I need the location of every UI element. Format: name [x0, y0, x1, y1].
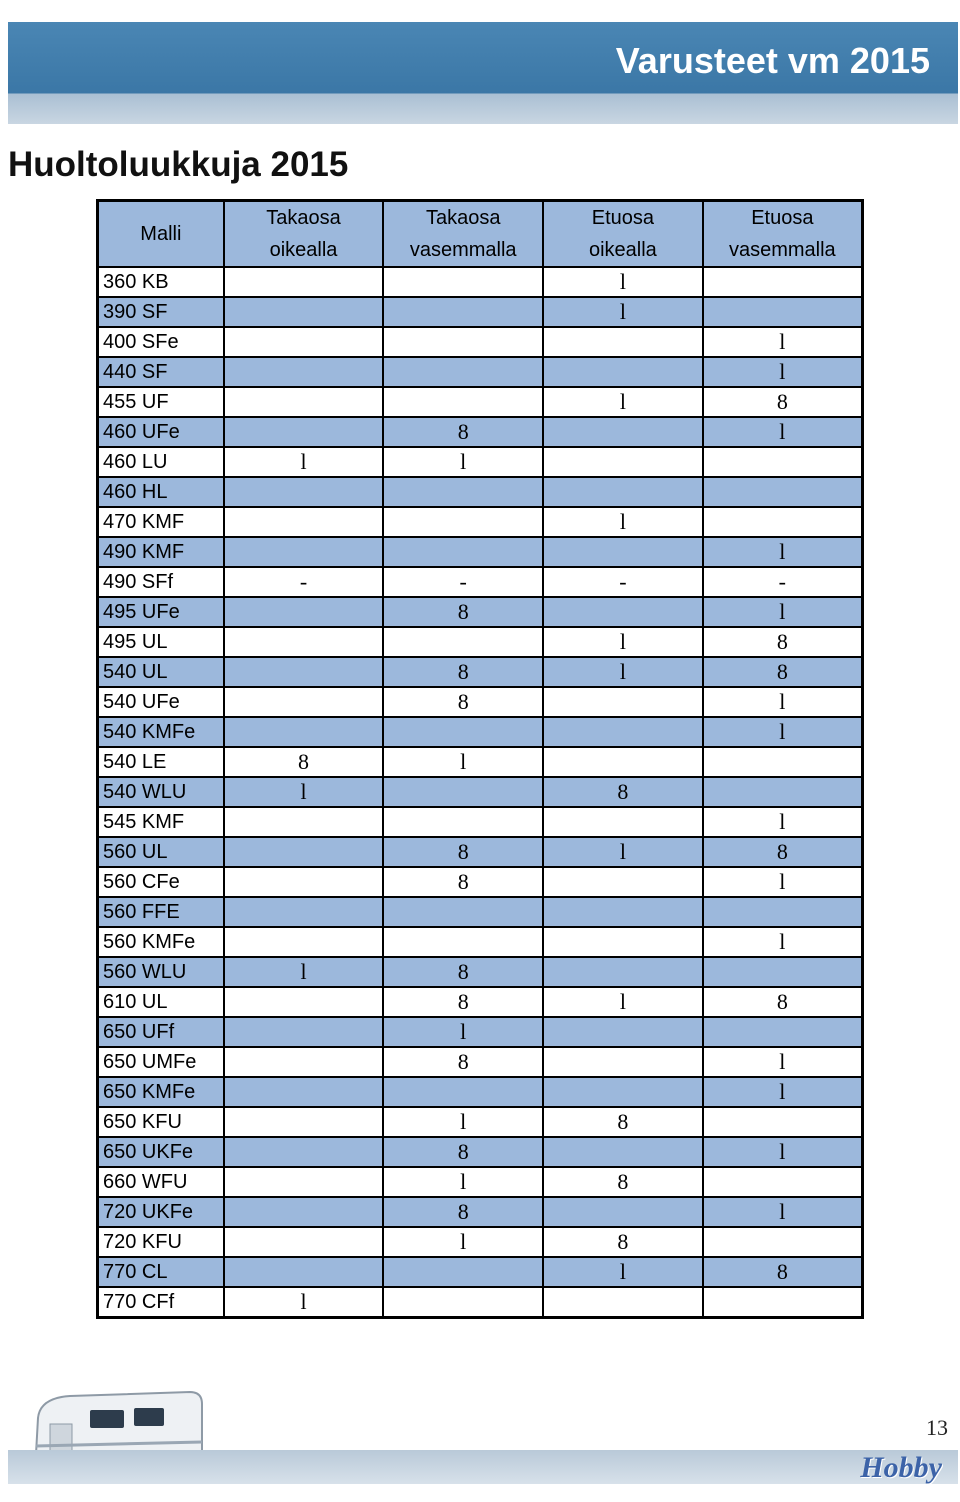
value-cell: 8: [703, 387, 863, 417]
table-row: [98, 447, 863, 477]
value-cell: [543, 447, 703, 477]
value-cell: l: [224, 1287, 384, 1318]
model-cell: 495 UFe: [98, 597, 224, 627]
value-cell: [224, 357, 384, 387]
value-cell: [543, 807, 703, 837]
value-cell: l: [543, 507, 703, 537]
value-cell: [703, 957, 863, 987]
value-cell: [703, 747, 863, 777]
model-cell: 540 WLU: [98, 777, 224, 807]
value-cell: 8: [383, 867, 543, 897]
value-cell: [543, 357, 703, 387]
value-cell: [543, 1017, 703, 1047]
value-cell: 8: [383, 987, 543, 1017]
table-header-row: [98, 201, 863, 268]
value-cell: [224, 837, 384, 867]
value-cell: [703, 507, 863, 537]
column-header-front-left: Etuosa vasemmalla: [703, 201, 863, 268]
value-cell: [703, 1227, 863, 1257]
value-cell: l: [703, 537, 863, 567]
value-cell: [543, 417, 703, 447]
value-cell: [224, 1107, 384, 1137]
value-cell: [224, 897, 384, 927]
value-cell: [224, 1077, 384, 1107]
brand-logo: Hobby: [860, 1451, 942, 1484]
table-row: [98, 1137, 863, 1167]
value-cell: l: [703, 927, 863, 957]
column-header-rear-left: Takaosa vasemmalla: [383, 201, 543, 268]
model-cell: 560 CFe: [98, 867, 224, 897]
model-cell: 650 UMFe: [98, 1047, 224, 1077]
value-cell: [543, 537, 703, 567]
value-cell: 8: [543, 1167, 703, 1197]
value-cell: 8: [543, 1227, 703, 1257]
value-cell: [224, 1167, 384, 1197]
value-cell: [543, 1047, 703, 1077]
value-cell: [224, 477, 384, 507]
value-cell: l: [543, 1257, 703, 1287]
model-cell: 540 LE: [98, 747, 224, 777]
value-cell: l: [703, 807, 863, 837]
model-cell: 460 UFe: [98, 417, 224, 447]
value-cell: [703, 1017, 863, 1047]
model-cell: 545 KMF: [98, 807, 224, 837]
model-cell: 610 UL: [98, 987, 224, 1017]
value-cell: [383, 1077, 543, 1107]
model-cell: 560 KMFe: [98, 927, 224, 957]
value-cell: l: [703, 597, 863, 627]
value-cell: l: [703, 417, 863, 447]
model-cell: 560 WLU: [98, 957, 224, 987]
header-band: [8, 22, 958, 124]
header-title: Varusteet vm 2015: [615, 40, 930, 81]
value-cell: 8: [383, 1047, 543, 1077]
table-row: [98, 507, 863, 537]
value-cell: [383, 387, 543, 417]
value-cell: [224, 1197, 384, 1227]
value-cell: [383, 717, 543, 747]
table-row: [98, 657, 863, 687]
value-cell: l: [383, 1107, 543, 1137]
value-cell: -: [224, 567, 384, 597]
table-row: [98, 1287, 863, 1318]
value-cell: [224, 717, 384, 747]
value-cell: l: [703, 1197, 863, 1227]
value-cell: 8: [383, 417, 543, 447]
column-header-front-right: Etuosa oikealla: [543, 201, 703, 268]
table-row: [98, 387, 863, 417]
value-cell: [703, 1167, 863, 1197]
table-row: [98, 1257, 863, 1287]
value-cell: [383, 507, 543, 537]
value-cell: 8: [383, 1197, 543, 1227]
model-cell: 460 HL: [98, 477, 224, 507]
value-cell: [543, 867, 703, 897]
value-cell: [224, 807, 384, 837]
value-cell: [543, 747, 703, 777]
column-header-model: Malli: [98, 201, 224, 268]
model-cell: 360 KB: [98, 267, 224, 297]
value-cell: l: [383, 1167, 543, 1197]
value-cell: [383, 897, 543, 927]
value-cell: l: [383, 1017, 543, 1047]
model-cell: 540 KMFe: [98, 717, 224, 747]
value-cell: l: [703, 687, 863, 717]
value-cell: [543, 957, 703, 987]
value-cell: [703, 447, 863, 477]
value-cell: [543, 927, 703, 957]
table-row: [98, 1197, 863, 1227]
value-cell: [224, 927, 384, 957]
table-row: [98, 1107, 863, 1137]
value-cell: l: [543, 387, 703, 417]
value-cell: -: [703, 567, 863, 597]
page-number: 13: [926, 1415, 948, 1440]
table-row: [98, 537, 863, 567]
value-cell: [383, 927, 543, 957]
value-cell: [703, 897, 863, 927]
table-row: [98, 717, 863, 747]
table-row: [98, 1017, 863, 1047]
value-cell: 8: [703, 657, 863, 687]
value-cell: [543, 327, 703, 357]
value-cell: -: [383, 567, 543, 597]
value-cell: [383, 477, 543, 507]
value-cell: [224, 1257, 384, 1287]
value-cell: l: [703, 717, 863, 747]
value-cell: [224, 417, 384, 447]
value-cell: l: [383, 747, 543, 777]
table-row: [98, 597, 863, 627]
value-cell: [703, 1107, 863, 1137]
value-cell: l: [543, 267, 703, 297]
value-cell: [224, 987, 384, 1017]
value-cell: [543, 897, 703, 927]
table-row: [98, 267, 863, 297]
value-cell: [224, 657, 384, 687]
table-row: [98, 477, 863, 507]
value-cell: 8: [703, 987, 863, 1017]
value-cell: [543, 1137, 703, 1167]
model-cell: 770 CFf: [98, 1287, 224, 1318]
model-cell: 440 SF: [98, 357, 224, 387]
value-cell: [383, 327, 543, 357]
value-cell: l: [383, 1227, 543, 1257]
value-cell: l: [543, 987, 703, 1017]
equipment-table: [96, 199, 864, 1319]
table-row: [98, 897, 863, 927]
value-cell: [543, 687, 703, 717]
value-cell: [224, 867, 384, 897]
value-cell: -: [543, 567, 703, 597]
value-cell: [224, 297, 384, 327]
value-cell: [224, 387, 384, 417]
value-cell: [224, 687, 384, 717]
value-cell: l: [703, 867, 863, 897]
value-cell: l: [703, 1047, 863, 1077]
footer-band: [8, 1450, 958, 1484]
value-cell: [383, 807, 543, 837]
value-cell: [224, 507, 384, 537]
model-cell: 650 KMFe: [98, 1077, 224, 1107]
table-row: [98, 297, 863, 327]
table-row: [98, 357, 863, 387]
value-cell: 8: [383, 657, 543, 687]
value-cell: l: [383, 447, 543, 477]
table-row: [98, 417, 863, 447]
value-cell: 8: [543, 777, 703, 807]
value-cell: 8: [224, 747, 384, 777]
value-cell: [703, 1287, 863, 1318]
model-cell: 540 UL: [98, 657, 224, 687]
table-row: [98, 957, 863, 987]
value-cell: 8: [383, 1137, 543, 1167]
column-header-rear-right: Takaosa oikealla: [224, 201, 384, 268]
value-cell: 8: [703, 837, 863, 867]
table-row: [98, 927, 863, 957]
table-row: [98, 837, 863, 867]
model-cell: 400 SFe: [98, 327, 224, 357]
model-cell: 560 FFE: [98, 897, 224, 927]
model-cell: 460 LU: [98, 447, 224, 477]
value-cell: l: [703, 1137, 863, 1167]
value-cell: l: [703, 357, 863, 387]
table-row: [98, 1167, 863, 1197]
value-cell: [543, 477, 703, 507]
table-row: [98, 327, 863, 357]
value-cell: l: [224, 447, 384, 477]
value-cell: [703, 777, 863, 807]
table-row: [98, 627, 863, 657]
model-cell: 490 SFf: [98, 567, 224, 597]
table-row: [98, 567, 863, 597]
value-cell: 8: [383, 957, 543, 987]
value-cell: 8: [703, 1257, 863, 1287]
value-cell: [383, 1257, 543, 1287]
model-cell: 495 UL: [98, 627, 224, 657]
value-cell: l: [543, 657, 703, 687]
value-cell: [543, 1287, 703, 1318]
table-row: [98, 987, 863, 1017]
table-row: [98, 1047, 863, 1077]
value-cell: [224, 537, 384, 567]
page-title: Huoltoluukkuja 2015: [8, 145, 349, 184]
table-row: [98, 687, 863, 717]
value-cell: [224, 1227, 384, 1257]
value-cell: [383, 537, 543, 567]
value-cell: [543, 1197, 703, 1227]
value-cell: [224, 327, 384, 357]
value-cell: l: [543, 837, 703, 867]
model-cell: 560 UL: [98, 837, 224, 867]
table-row: [98, 777, 863, 807]
model-cell: 540 UFe: [98, 687, 224, 717]
value-cell: l: [224, 777, 384, 807]
value-cell: l: [543, 627, 703, 657]
value-cell: [703, 267, 863, 297]
value-cell: [383, 357, 543, 387]
value-cell: 8: [383, 687, 543, 717]
value-cell: [703, 297, 863, 327]
value-cell: [543, 1077, 703, 1107]
value-cell: 8: [543, 1107, 703, 1137]
model-cell: 455 UF: [98, 387, 224, 417]
value-cell: l: [703, 327, 863, 357]
value-cell: [543, 597, 703, 627]
value-cell: [224, 627, 384, 657]
value-cell: [543, 717, 703, 747]
model-cell: 660 WFU: [98, 1167, 224, 1197]
model-cell: 470 KMF: [98, 507, 224, 537]
value-cell: l: [543, 297, 703, 327]
table-row: [98, 1227, 863, 1257]
value-cell: [383, 297, 543, 327]
table-row: [98, 747, 863, 777]
value-cell: [383, 627, 543, 657]
model-cell: 770 CL: [98, 1257, 224, 1287]
value-cell: 8: [383, 597, 543, 627]
value-cell: l: [703, 1077, 863, 1107]
value-cell: 8: [383, 837, 543, 867]
value-cell: [383, 777, 543, 807]
table-row: [98, 867, 863, 897]
value-cell: [224, 1017, 384, 1047]
value-cell: 8: [703, 627, 863, 657]
value-cell: [224, 1137, 384, 1167]
model-cell: 720 UKFe: [98, 1197, 224, 1227]
value-cell: [224, 1047, 384, 1077]
value-cell: [224, 597, 384, 627]
value-cell: l: [224, 957, 384, 987]
model-cell: 650 KFU: [98, 1107, 224, 1137]
model-cell: 720 KFU: [98, 1227, 224, 1257]
table-row: [98, 1077, 863, 1107]
value-cell: [383, 267, 543, 297]
value-cell: [703, 477, 863, 507]
model-cell: 650 UFf: [98, 1017, 224, 1047]
model-cell: 390 SF: [98, 297, 224, 327]
value-cell: [383, 1287, 543, 1318]
table-row: [98, 807, 863, 837]
model-cell: 490 KMF: [98, 537, 224, 567]
model-cell: 650 UKFe: [98, 1137, 224, 1167]
value-cell: [224, 267, 384, 297]
